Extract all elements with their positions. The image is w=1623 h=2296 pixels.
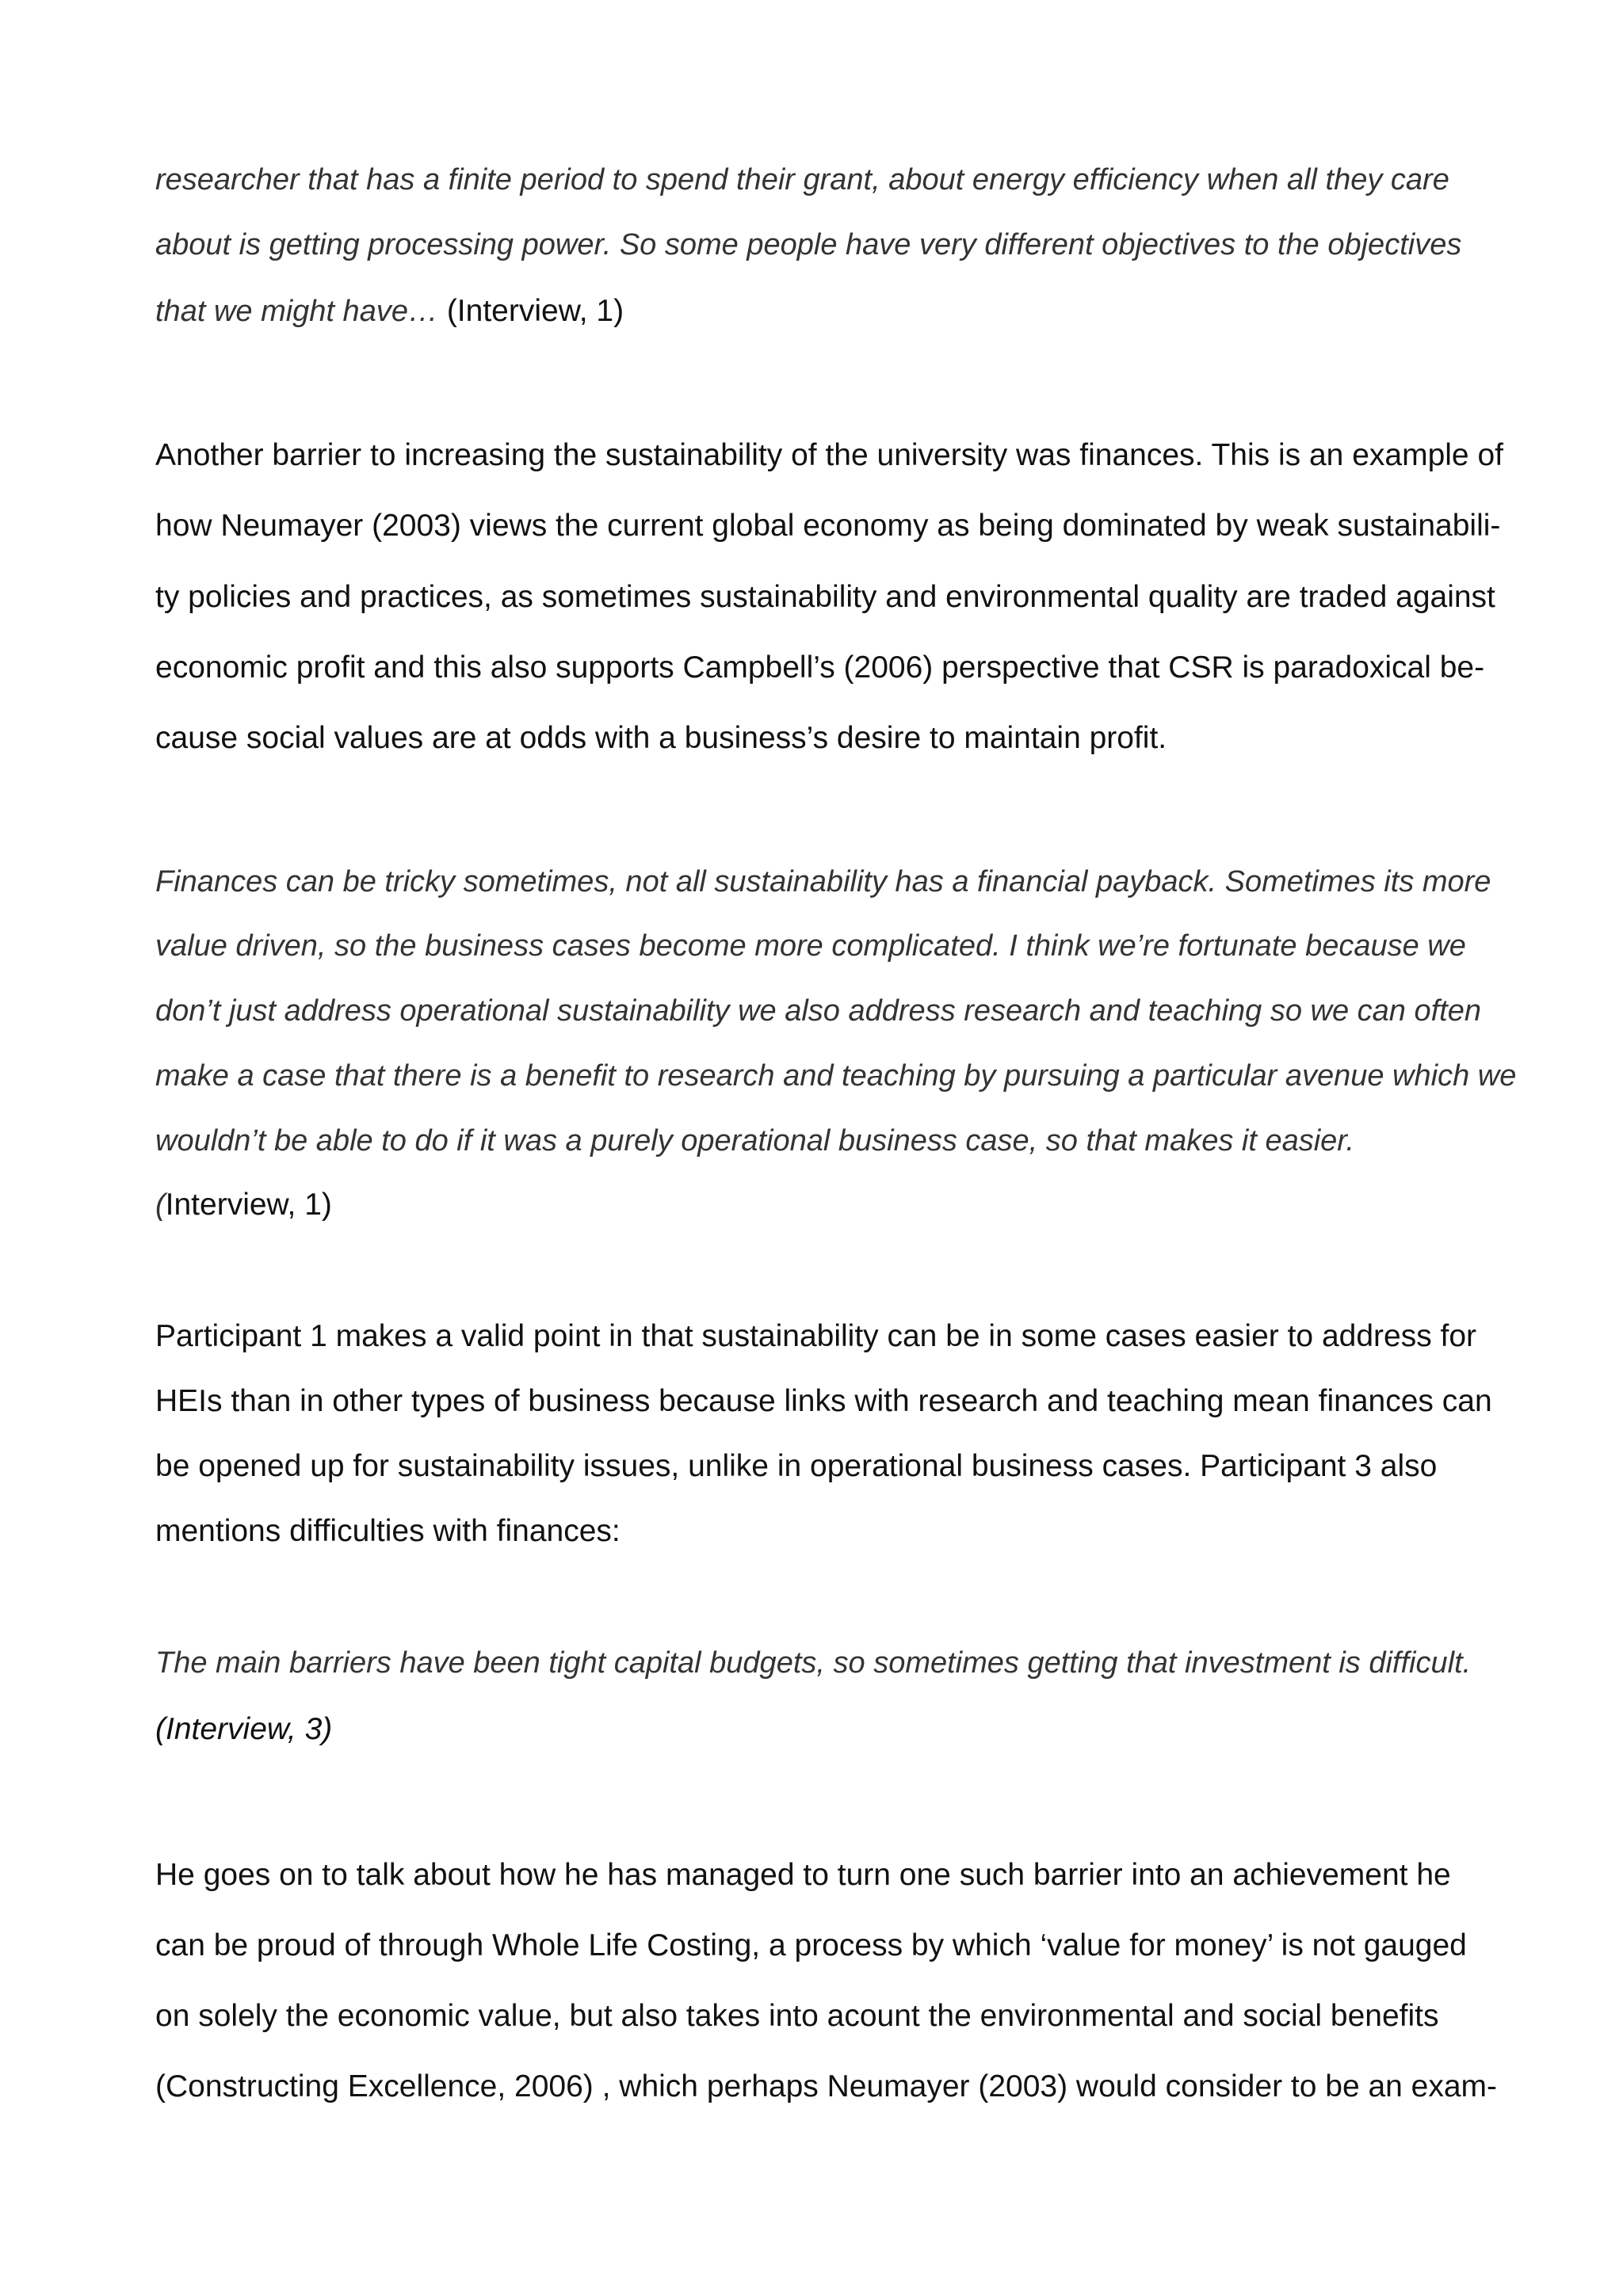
body-text-line: Participant 1 makes a valid point in that sustainability can be in some cases easier to address for xyxy=(155,1319,1477,1353)
body-text-line: how Neumayer (2003) views the current global economy as being dominated by weak sustainabili- xyxy=(155,509,1501,543)
body-text-line: mentions difficulties with finances: xyxy=(155,1514,621,1548)
body-text-line: (Constructing Excellence, 2006) , which perhaps Neumayer (2003) would consider to be an exam- xyxy=(155,2069,1498,2103)
body-text-line: can be proud of through Whole Life Costing, a process by which ‘value for money’ is not gauged xyxy=(155,1928,1467,1962)
body-text-line: Another barrier to increasing the sustainability of the university was finances. This is an example of xyxy=(155,438,1503,472)
quote-line: value driven, so the business cases become more complicated. I think we’re fortunate because we xyxy=(155,929,1466,963)
quote-line-with-citation xyxy=(155,292,624,330)
body-text-line: be opened up for sustainability issues, unlike in operational business cases. Participant 3 also xyxy=(155,1449,1438,1483)
quote-line: The main barriers have been tight capital budgets, so sometimes getting that investment is difficult. xyxy=(155,1646,1472,1680)
body-text-line: on solely the economic value, but also takes into acount the environmental and social benefits xyxy=(155,1999,1439,2033)
body-text-line: ty policies and practices, as sometimes sustainability and environmental quality are traded against xyxy=(155,580,1495,614)
body-text-line: He goes on to talk about how he has managed to turn one such barrier into an achievement he xyxy=(155,1858,1451,1892)
body-text-line: HEIs than in other types of business because links with research and teaching mean finances can xyxy=(155,1384,1492,1418)
quote-line: make a case that there is a benefit to research and teaching by pursuing a particular avenue which we xyxy=(155,1059,1517,1093)
citation: (Interview, 1) xyxy=(446,294,624,328)
quote-line: about is getting processing power. So some people have very different objectives to the objectives xyxy=(155,228,1462,261)
quote-line: don’t just address operational sustainability we also address research and teaching so we can often xyxy=(155,994,1482,1028)
citation: (Interview, 3) xyxy=(155,1712,333,1746)
body-text-line: cause social values are at odds with a business’s desire to maintain profit. xyxy=(155,721,1167,755)
citation-paren: ( xyxy=(155,1188,166,1222)
body-text-line: economic profit and this also supports Campbell’s (2006) perspective that CSR is paradoxical be- xyxy=(155,650,1485,685)
citation-line xyxy=(155,1186,332,1224)
quote-line: wouldn’t be able to do if it was a purely operational business case, so that makes it easier. xyxy=(155,1124,1355,1158)
citation: Interview, 1) xyxy=(165,1188,332,1222)
quote-line: researcher that has a finite period to spend their grant, about energy efficiency when all they care xyxy=(155,163,1449,196)
quote-line: Finances can be tricky sometimes, not all sustainability has a financial payback. Sometimes its more xyxy=(155,865,1491,898)
quote-text: that we might have… xyxy=(155,295,438,328)
